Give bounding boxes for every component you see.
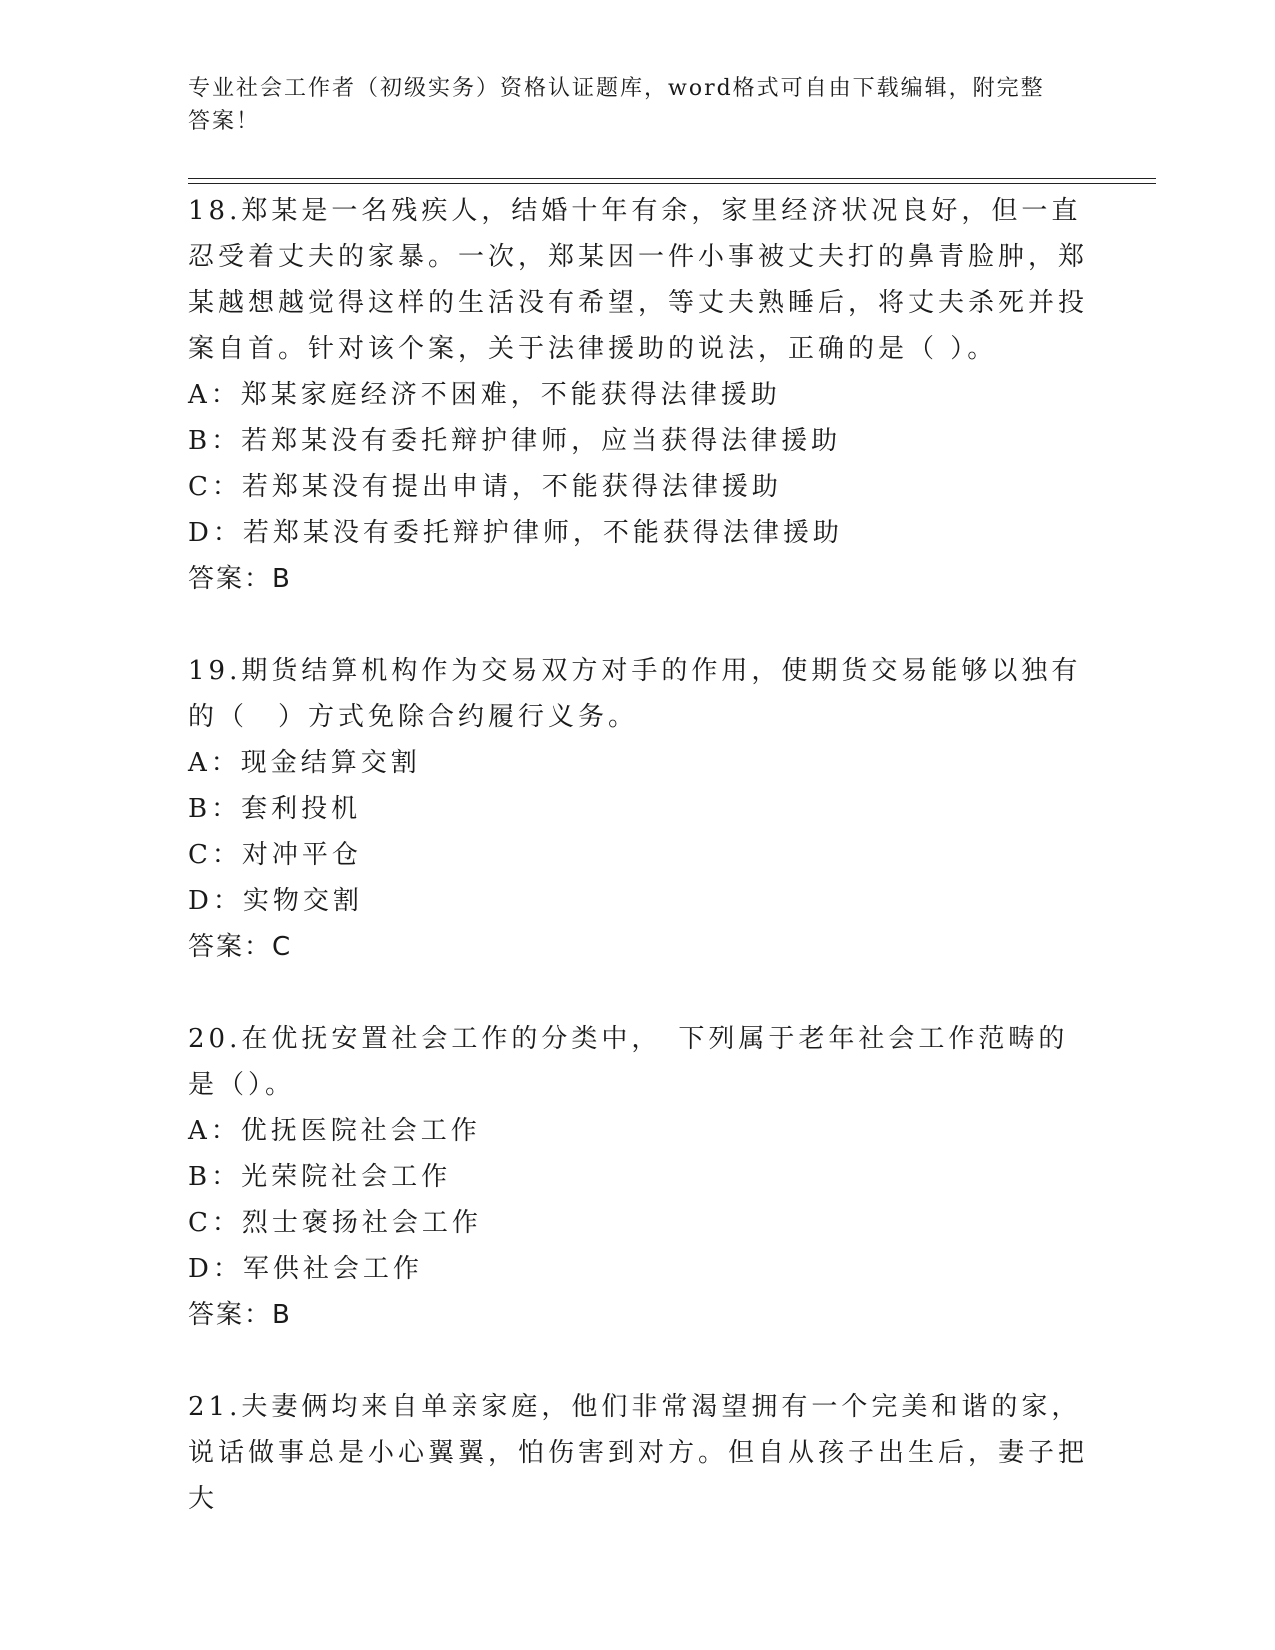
question-19	[188, 648, 1088, 970]
answer-line: 答案：C	[188, 932, 293, 962]
option-b: B：光荣院社会工作	[188, 1162, 452, 1192]
option-d: D：实物交割	[188, 886, 363, 916]
question-21	[188, 1384, 1088, 1522]
question-stem: 21.夫妻俩均来自单亲家庭，他们非常渴望拥有一个完美和谐的家，说话做事总是小心翼翼，怕伤害到对方。但自从孩子出生后，妻子把大	[188, 1392, 1089, 1514]
answer-line: 答案：B	[188, 1300, 292, 1330]
question-stem: 19.期货结算机构作为交易双方对手的作用，使期货交易能够以独有的（ ）方式免除合约履行义务。	[188, 656, 1082, 732]
question-list	[188, 188, 1088, 1568]
option-c: C：对冲平仓	[188, 840, 362, 870]
option-d: D：若郑某没有委托辩护律师，不能获得法律援助	[188, 518, 843, 548]
header-rule-bottom	[188, 183, 1156, 184]
question-stem: 18.郑某是一名残疾人，结婚十年有余，家里经济状况良好，但一直忍受着丈夫的家暴。一次，郑某因一件小事被丈夫打的鼻青脸肿，郑某越想越觉得这样的生活没有希望，等丈夫熟睡后，将丈夫杀死并投案自首。针对该个案，关于法律援助的说法，正确的是（ ）。	[188, 196, 1089, 364]
option-c: C：烈士褒扬社会工作	[188, 1208, 482, 1238]
answer-line: 答案：B	[188, 564, 292, 594]
option-d: D：军供社会工作	[188, 1254, 423, 1284]
option-a: A：优抚医院社会工作	[188, 1116, 481, 1146]
question-20	[188, 1016, 1088, 1338]
question-stem: 20.在优抚安置社会工作的分类中， 下列属于老年社会工作范畴的是（）。	[188, 1024, 1069, 1100]
option-b: B：套利投机	[188, 794, 362, 824]
question-18	[188, 188, 1088, 602]
option-b: B：若郑某没有委托辩护律师，应当获得法律援助	[188, 426, 842, 456]
option-a: A：现金结算交割	[188, 748, 421, 778]
option-c: C：若郑某没有提出申请，不能获得法律援助	[188, 472, 782, 502]
option-a: A：郑某家庭经济不困难，不能获得法律援助	[188, 380, 781, 410]
document-header: 专业社会工作者（初级实务）资格认证题库，word格式可自由下载编辑，附完整答案！	[188, 76, 1045, 134]
header-rule-top	[188, 178, 1156, 179]
